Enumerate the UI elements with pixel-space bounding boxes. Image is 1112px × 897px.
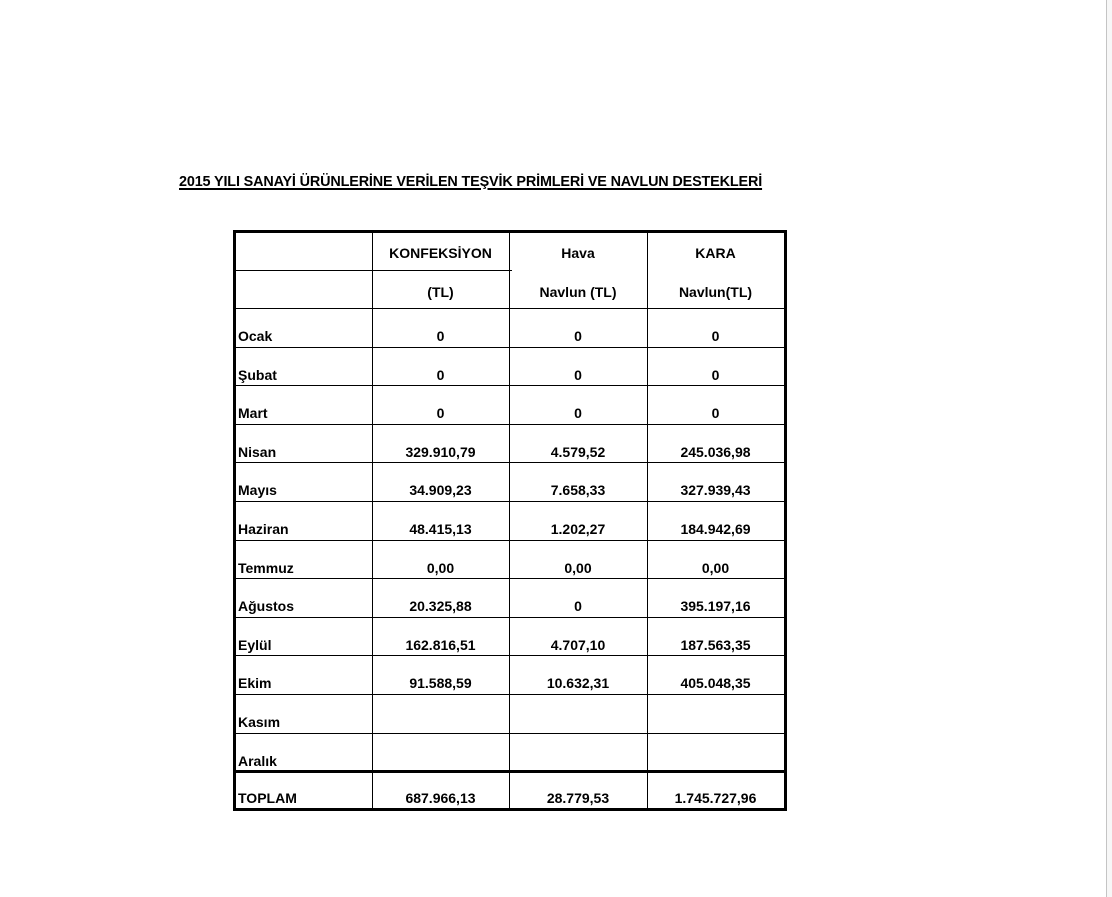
row-divider	[236, 462, 784, 463]
row-month-label: Temmuz	[238, 560, 294, 576]
cell-konfeksiyon: 48.415,13	[409, 521, 472, 537]
row-divider	[236, 694, 784, 695]
header-kara: KARA	[695, 245, 736, 261]
row-month-label: Nisan	[238, 444, 277, 460]
cell-konfeksiyon: 0,00	[426, 560, 455, 576]
document-title: 2015 YILI SANAYİ ÜRÜNLERİNE VERİLEN TEŞVİK PRİMLERİ VE NAVLUN DESTEKLERİ	[179, 174, 763, 190]
cell-hava-navlun: 4.579,52	[550, 444, 606, 460]
header-hava-unit: Navlun (TL)	[539, 284, 617, 300]
cell-hava-navlun: 0	[574, 367, 582, 383]
cell-kara-navlun: 0	[711, 405, 720, 421]
total-label: TOPLAM	[238, 790, 297, 806]
page-edge-scrollbar[interactable]	[1106, 0, 1112, 897]
row-month-label: Şubat	[238, 367, 277, 383]
row-divider	[236, 385, 784, 386]
header-konfeksiyon-unit: (TL)	[427, 284, 454, 300]
row-month-label: Ekim	[238, 675, 272, 691]
cell-kara-navlun: 245.036,98	[680, 444, 751, 460]
total-kara-navlun: 1.745.727,96	[674, 790, 757, 806]
header-divider	[236, 270, 512, 271]
header-hava: Hava	[561, 245, 595, 261]
cell-kara-navlun: 0,00	[701, 560, 730, 576]
cell-hava-navlun: 10.632,31	[546, 675, 610, 691]
total-hava-navlun: 28.779,53	[546, 790, 610, 806]
cell-hava-navlun: 0	[574, 598, 582, 614]
cell-hava-navlun: 7.658,33	[550, 482, 606, 498]
row-month-label: Kasım	[238, 714, 281, 730]
cell-hava-navlun: 0	[574, 405, 582, 421]
total-konfeksiyon: 687.966,13	[405, 790, 476, 806]
cell-konfeksiyon: 0	[436, 367, 445, 383]
row-month-label: Aralık	[238, 753, 277, 769]
row-divider	[236, 655, 784, 656]
cell-kara-navlun: 0	[711, 328, 720, 344]
cell-konfeksiyon: 0	[436, 405, 445, 421]
cell-konfeksiyon: 162.816,51	[405, 637, 476, 653]
row-month-label: Mayıs	[238, 482, 277, 498]
row-month-label: Eylül	[238, 637, 272, 653]
cell-hava-navlun: 0	[574, 328, 582, 344]
row-divider	[236, 578, 784, 579]
cell-hava-navlun: 1.202,27	[550, 521, 606, 537]
row-divider	[236, 617, 784, 618]
row-divider	[236, 424, 784, 425]
cell-hava-navlun: 0,00	[564, 560, 592, 576]
header-konfeksiyon: KONFEKSİYON	[389, 245, 492, 261]
row-month-label: Ağustos	[238, 598, 294, 614]
cell-kara-navlun: 184.942,69	[680, 521, 751, 537]
header-bottom-divider	[236, 308, 784, 309]
total-divider	[236, 770, 784, 773]
cell-konfeksiyon: 91.588,59	[409, 675, 472, 691]
header-kara-unit: Navlun(TL)	[678, 284, 753, 300]
cell-konfeksiyon: 20.325,88	[409, 598, 472, 614]
row-month-label: Mart	[238, 405, 268, 421]
cell-konfeksiyon: 34.909,23	[409, 482, 472, 498]
cell-kara-navlun: 327.939,43	[680, 482, 751, 498]
row-divider	[236, 733, 784, 734]
row-divider	[236, 347, 784, 348]
cell-kara-navlun: 0	[711, 367, 720, 383]
row-month-label: Haziran	[238, 521, 289, 537]
cell-konfeksiyon: 329.910,79	[405, 444, 476, 460]
cell-kara-navlun: 405.048,35	[680, 675, 751, 691]
row-divider	[236, 501, 784, 502]
row-month-label: Ocak	[238, 328, 273, 344]
row-divider	[236, 540, 784, 541]
cell-konfeksiyon: 0	[436, 328, 445, 344]
cell-kara-navlun: 395.197,16	[680, 598, 751, 614]
incentive-table	[233, 230, 787, 811]
cell-kara-navlun: 187.563,35	[680, 637, 751, 653]
cell-hava-navlun: 4.707,10	[550, 637, 606, 653]
